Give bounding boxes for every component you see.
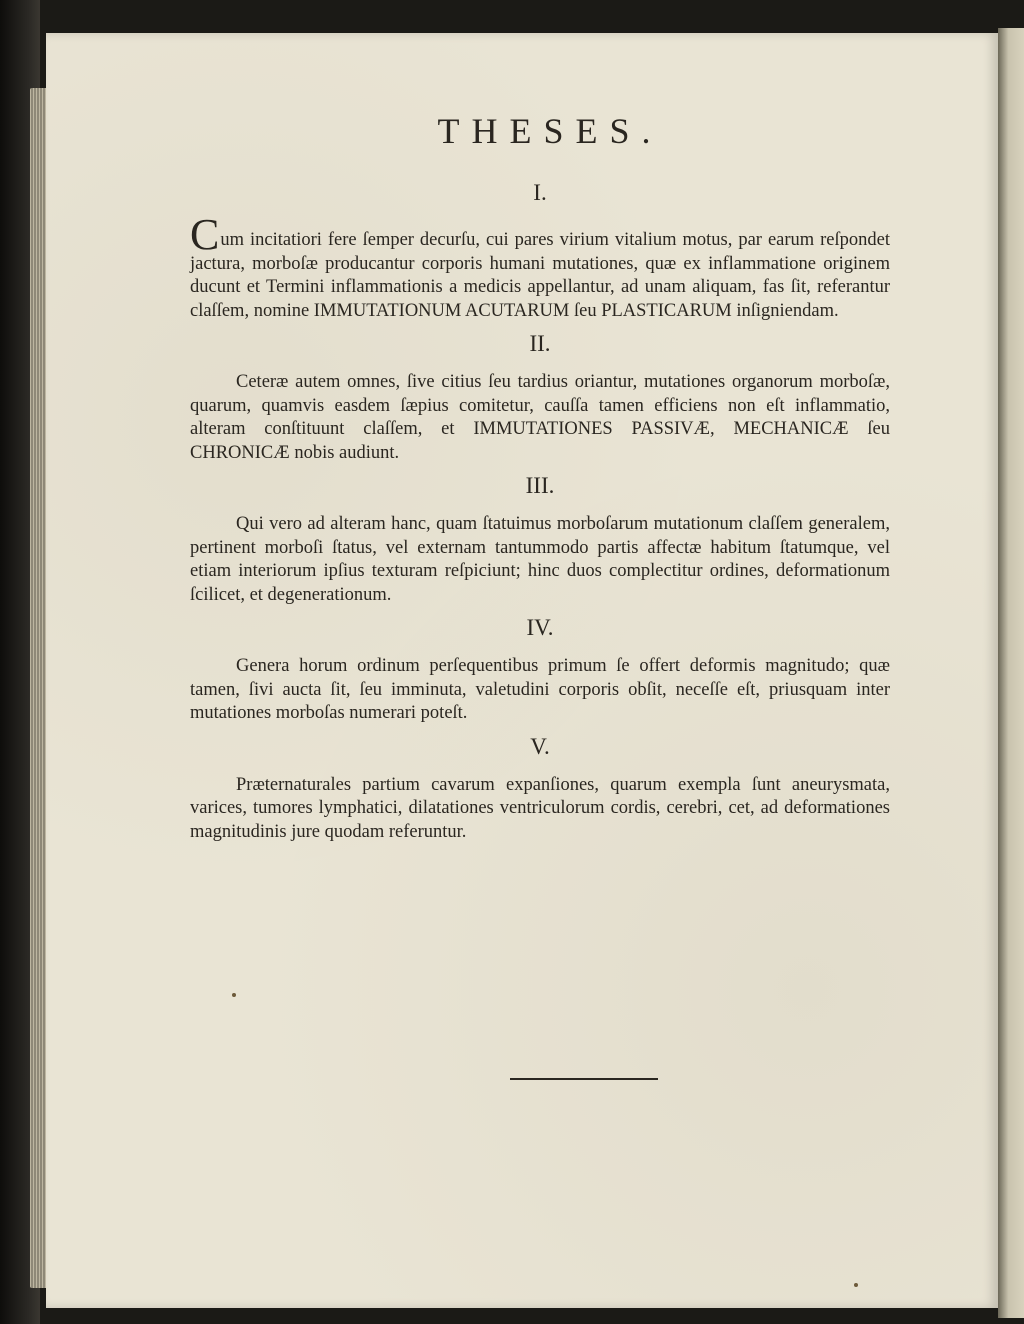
ink-speck <box>854 1283 858 1287</box>
section-text-5: Præternaturales partium cavarum expanſiones, quarum exempla ſunt aneurysmata, varices, tumores lymphatici, dilatationes ventriculorum cordis, cerebri, cet, ad deformationes magnitudinis jure quodam referuntur. <box>190 774 890 842</box>
drop-cap: C <box>190 210 220 259</box>
section-text-3: Qui vero ad alteram hanc, quam ſtatuimus morboſarum mutationum claſſem generalem, pertinent morboſi ſtatus, vel externam tantummodo partis affectæ habitum ſtatumque, vel etiam interiorum ipſius texturam reſpiciunt; hinc duos complectitur ordines, deformationum ſcilicet, et degenerationum. <box>190 514 890 605</box>
section-numeral-2: II. <box>529 331 551 356</box>
section-numeral-1: I. <box>533 180 547 205</box>
section-text-1 <box>190 210 890 323</box>
section-text-4: Genera horum ordinum perſequentibus primum ſe offert deformis magnitudo; quæ tamen, ſivi aucta ſit, ſeu imminuta, valetudini corporis obſit, neceſſe eſt, priusquam inter mutationes morboſas numerari poteſt. <box>190 656 890 723</box>
section-numeral-3: III. <box>525 473 555 498</box>
closing-rule <box>510 1078 658 1080</box>
section-text-2: Ceteræ autem omnes, ſive citius ſeu tardius oriantur, mutationes organorum morboſæ, quarum, quamvis easdem ſæpius comitetur, cauſſa tamen efficiens non eſt inflammatio, alteram conſtituunt claſſem, et IMMUTATIONES PASSIVÆ, MECHANICÆ ſeu CHRONICÆ nobis audiunt. <box>190 372 890 463</box>
section-numeral-5: V. <box>530 733 550 759</box>
facing-page-edge <box>998 28 1024 1318</box>
ink-speck <box>232 993 236 997</box>
page-content <box>190 110 890 852</box>
section-body-1: um incitatiori fere ſemper decurſu, cui pares virium vitalium motus, par earum reſpondet jactura, morboſæ producantur corporis humani mutationes, quæ ex inflammatione originem ducunt et Termini inflammationis a medicis appellantur, ad unam aliquam, fas ſit, referantur claſſem, nomine IMMUTATIONUM ACUTARUM ſeu PLASTICARUM inſigniendam. <box>190 230 890 321</box>
section-numeral-4: IV. <box>526 615 554 640</box>
page-title: THESES. <box>437 111 663 151</box>
